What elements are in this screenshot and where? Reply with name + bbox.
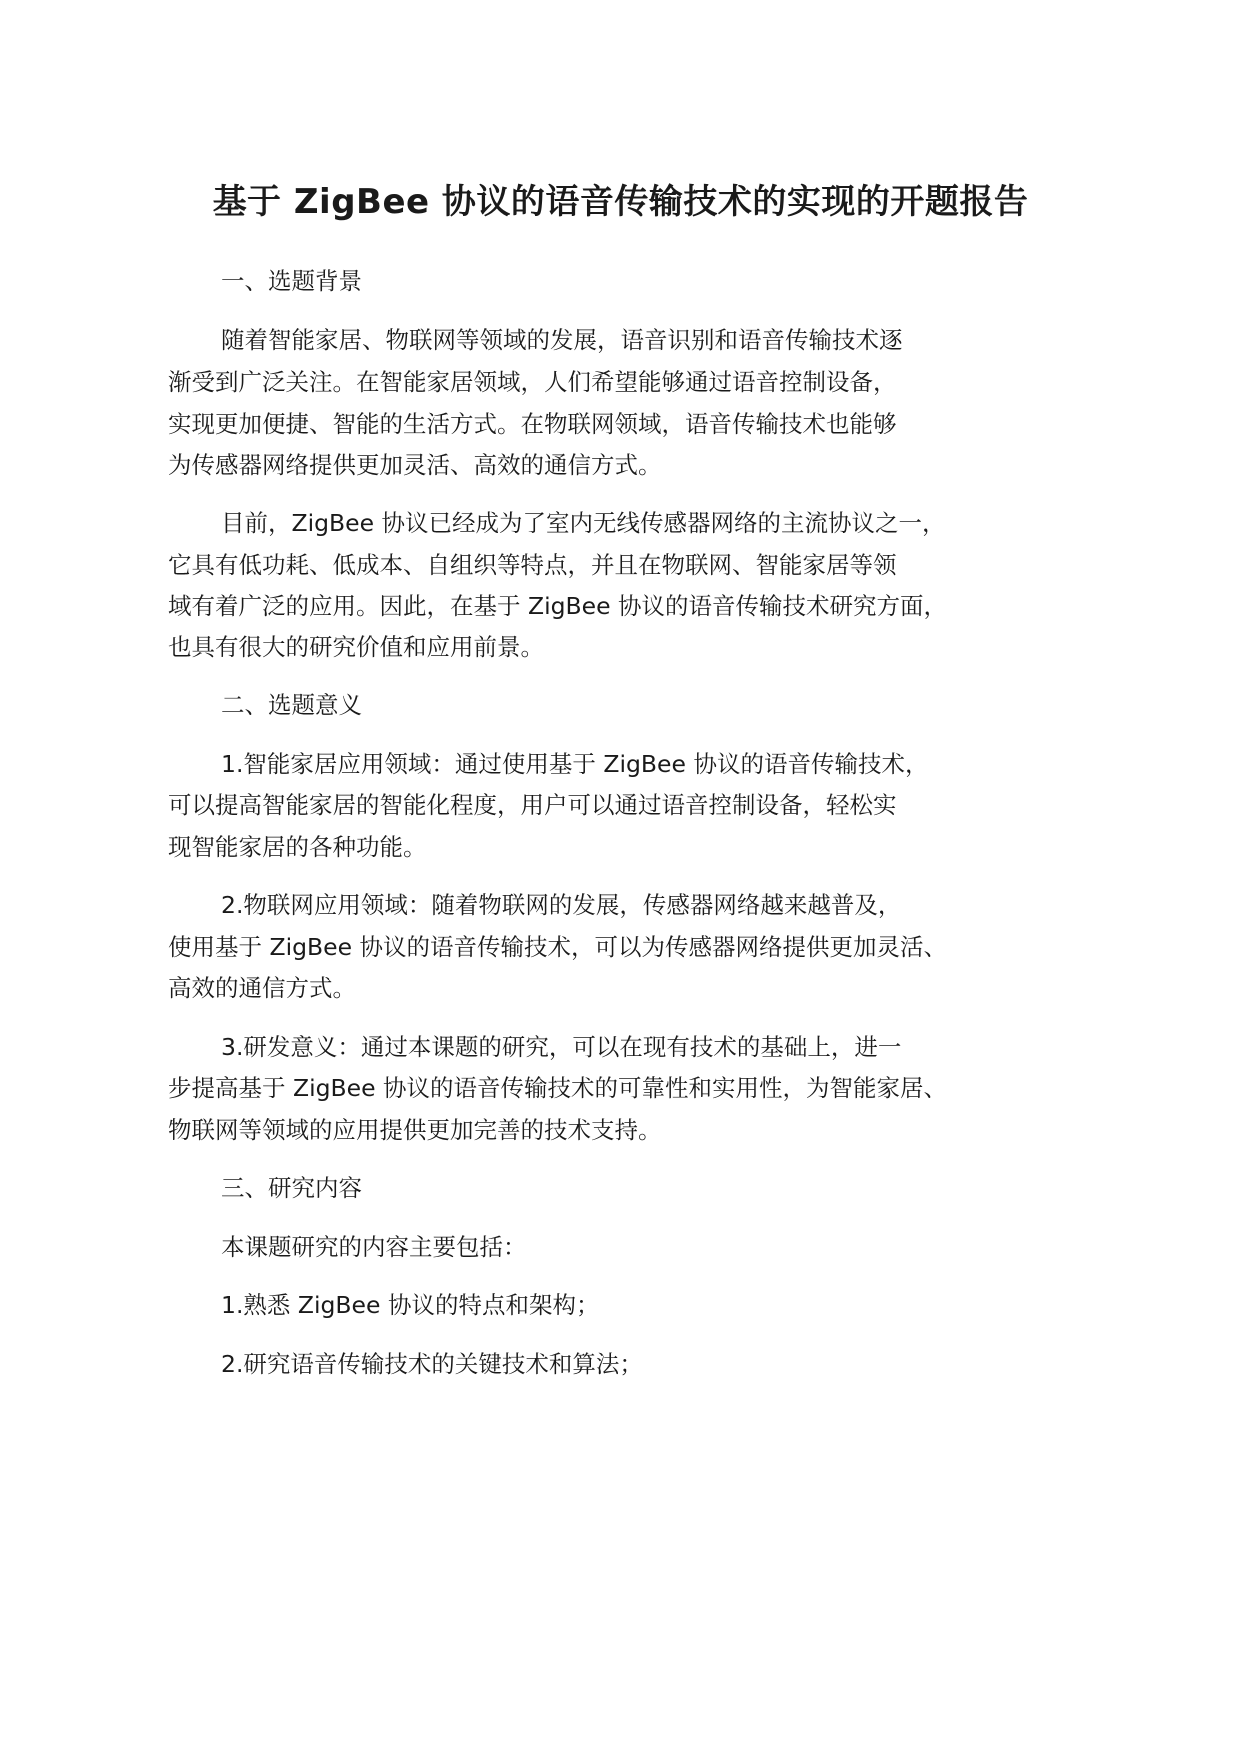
paragraph-line: 它具有低功耗、低成本、自组织等特点，并且在物联网、智能家居等领 bbox=[168, 551, 897, 579]
paragraph-line: 也具有很大的研究价值和应用前景。 bbox=[168, 633, 544, 661]
list-item-line: 1.智能家居应用领域：通过使用基于 ZigBee 协议的语音传输技术， bbox=[221, 750, 929, 778]
list-item-line: 2.物联网应用领域：随着物联网的发展，传感器网络越来越普及， bbox=[221, 891, 902, 919]
list-item-line: 使用基于 ZigBee 协议的语音传输技术，可以为传感器网络提供更加灵活、 bbox=[168, 933, 948, 961]
section-heading-research-content: 三、研究内容 bbox=[221, 1174, 362, 1202]
paragraph-line: 本课题研究的内容主要包括： bbox=[221, 1233, 527, 1261]
list-item: 2.研究语音传输技术的关键技术和算法； bbox=[221, 1350, 643, 1378]
section-heading-background: 一、选题背景 bbox=[221, 267, 362, 295]
paragraph-line: 目前，ZigBee 协议已经成为了室内无线传感器网络的主流协议之一， bbox=[221, 509, 946, 537]
paragraph-line: 渐受到广泛关注。在智能家居领域，人们希望能够通过语音控制设备， bbox=[168, 368, 897, 396]
list-item-line: 现智能家居的各种功能。 bbox=[168, 833, 427, 861]
section-heading-significance: 二、选题意义 bbox=[221, 691, 362, 719]
paragraph-line: 随着智能家居、物联网等领域的发展，语音识别和语音传输技术逐 bbox=[221, 326, 903, 354]
paragraph-line: 域有着广泛的应用。因此，在基于 ZigBee 协议的语音传输技术研究方面， bbox=[168, 592, 948, 620]
list-item-line: 3.研发意义：通过本课题的研究，可以在现有技术的基础上，进一 bbox=[221, 1033, 902, 1061]
list-item-line: 步提高基于 ZigBee 协议的语音传输技术的可靠性和实用性，为智能家居、 bbox=[168, 1074, 948, 1102]
paragraph-line: 为传感器网络提供更加灵活、高效的通信方式。 bbox=[168, 451, 662, 479]
list-item-line: 可以提高智能家居的智能化程度，用户可以通过语音控制设备，轻松实 bbox=[168, 791, 897, 819]
list-item-line: 高效的通信方式。 bbox=[168, 974, 356, 1002]
document-title: 基于 ZigBee 协议的语音传输技术的实现的开题报告 bbox=[212, 182, 1029, 222]
list-item-line: 物联网等领域的应用提供更加完善的技术支持。 bbox=[168, 1116, 662, 1144]
paragraph-line: 实现更加便捷、智能的生活方式。在物联网领域，语音传输技术也能够 bbox=[168, 410, 897, 438]
list-item: 1.熟悉 ZigBee 协议的特点和架构； bbox=[221, 1291, 600, 1319]
